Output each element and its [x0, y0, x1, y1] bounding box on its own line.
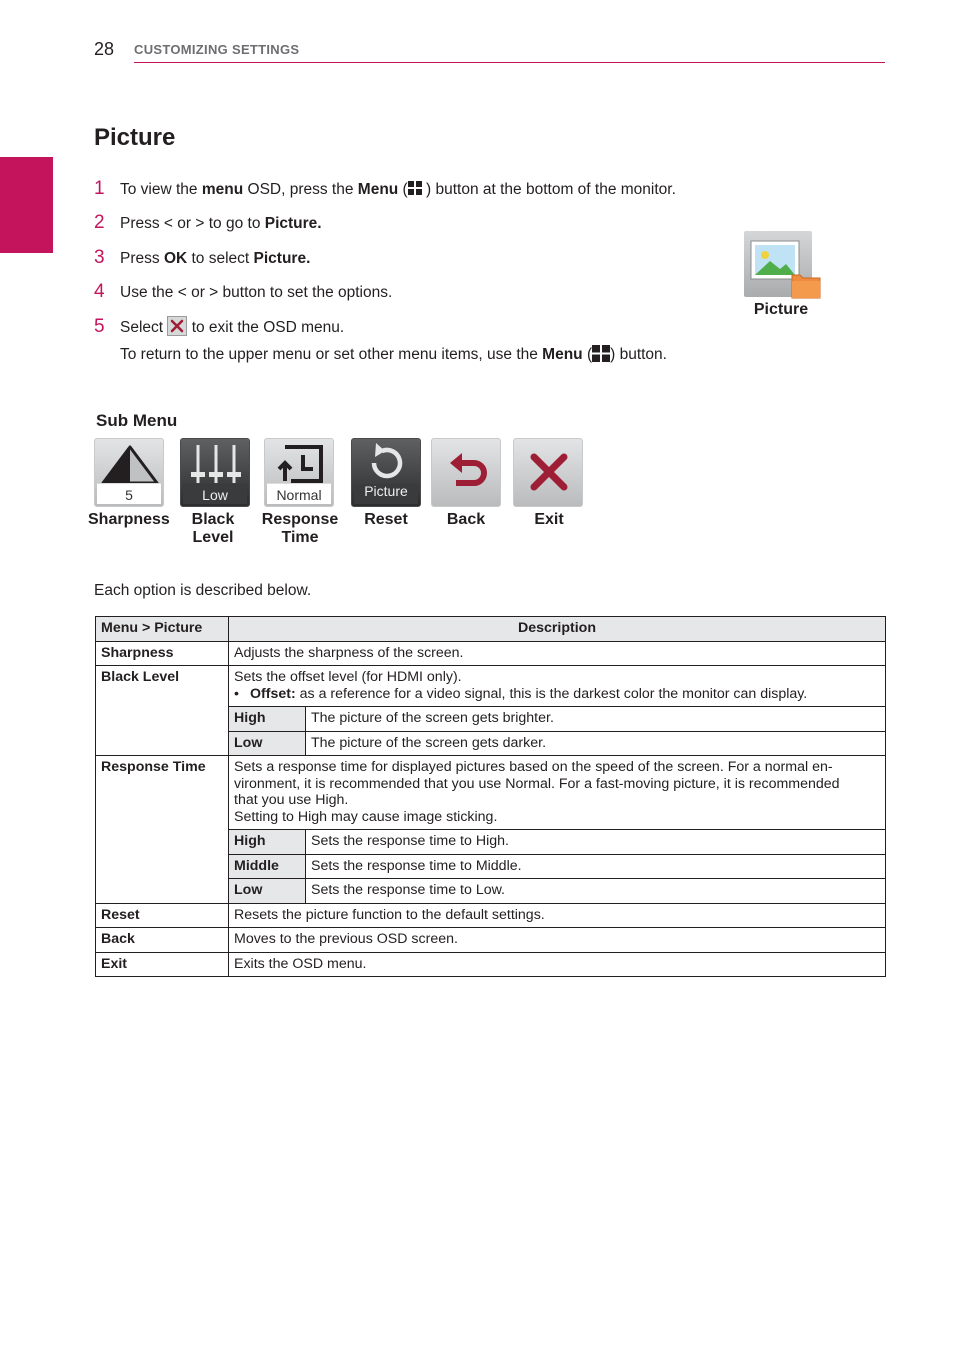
- table-subrow: High Sets the response time to High.: [96, 830, 886, 855]
- page-title: Picture: [94, 124, 176, 151]
- picture-folder-icon: [744, 231, 812, 297]
- step-number: 2: [94, 212, 105, 233]
- table-row: Back Moves to the previous OSD screen.: [96, 928, 886, 953]
- reset-value: Picture: [364, 483, 408, 499]
- table-subrow: Low The picture of the screen gets darker.: [96, 731, 886, 756]
- table-row: Response Time Sets a response time for displayed pictures based on the speed of the screen. For a normal en- vironment, it is recommended that you use Normal. For a fast-moving picture, it is recommended that you use High. Setting to High may cause image sticking.: [96, 756, 886, 830]
- return-note: To return to the upper menu or set other menu items, use the Menu ( ) button.: [120, 346, 667, 363]
- table-header: Description: [229, 617, 886, 642]
- black-level-label: Black Level: [191, 511, 235, 546]
- sharpness-label: Sharpness: [88, 511, 170, 528]
- table-row: Reset Resets the picture function to the default settings.: [96, 903, 886, 928]
- exit-label: Exit: [534, 511, 564, 528]
- language-label: ENGLISH: [18, 322, 37, 402]
- back-tile[interactable]: [431, 438, 501, 507]
- header-rule: [134, 62, 885, 63]
- page-number: 28: [94, 39, 115, 59]
- table-header: Menu > Picture: [96, 617, 229, 642]
- table-row: Exit Exits the OSD menu.: [96, 952, 886, 977]
- step-1: 1 To view the menu OSD, press the Menu ( ) button at the bottom of the monitor.: [94, 178, 676, 199]
- table-header-row: [96, 617, 886, 642]
- sharpness-value: 5: [125, 487, 133, 503]
- step-5: 5 Select to exit the OSD menu.: [94, 316, 345, 337]
- step-4: 4 Use the < or > button to set the options.: [94, 281, 393, 302]
- response-time-label: Response Time: [261, 511, 339, 546]
- step-number: 5: [94, 316, 105, 337]
- back-label: Back: [446, 511, 486, 528]
- table-subrow: Low Sets the response time to Low.: [96, 879, 886, 904]
- black-level-tile[interactable]: [180, 438, 250, 507]
- exit-tile[interactable]: [513, 438, 583, 507]
- table-subrow: Middle Sets the response time to Middle.: [96, 854, 886, 879]
- response-time-tile[interactable]: [264, 438, 334, 507]
- exit-x-icon: [167, 316, 187, 336]
- response-time-value: Normal: [276, 487, 322, 503]
- black-level-value: Low: [202, 487, 228, 503]
- menu-grid-icon: [408, 181, 422, 195]
- picture-label: Picture: [753, 301, 809, 318]
- step-number: 4: [94, 281, 105, 302]
- table-row: Black Level Sets the offset level (for HDMI only). • Offset: as a reference for a video signal, this is the darkest color the monitor can display.: [96, 666, 886, 707]
- language-tab: [0, 157, 53, 402]
- submenu-title: Sub Menu: [96, 411, 178, 430]
- reset-label: Reset: [364, 511, 408, 528]
- menu-grid-icon: [592, 345, 610, 362]
- step-3: 3 Press OK to select Picture.: [94, 247, 311, 268]
- step-number: 1: [94, 178, 105, 199]
- description-intro: Each option is described below.: [94, 582, 312, 599]
- step-2: 2 Press < or > to go to Picture.: [94, 212, 322, 233]
- step-number: 3: [94, 247, 105, 268]
- reset-tile[interactable]: [351, 438, 421, 507]
- table-row: Sharpness Adjusts the sharpness of the screen.: [96, 641, 886, 666]
- table-subrow: High The picture of the screen gets brighter.: [96, 707, 886, 732]
- sharpness-tile[interactable]: [94, 438, 164, 507]
- section-title: CUSTOMIZING SETTINGS: [134, 42, 300, 57]
- options-table: [95, 616, 886, 977]
